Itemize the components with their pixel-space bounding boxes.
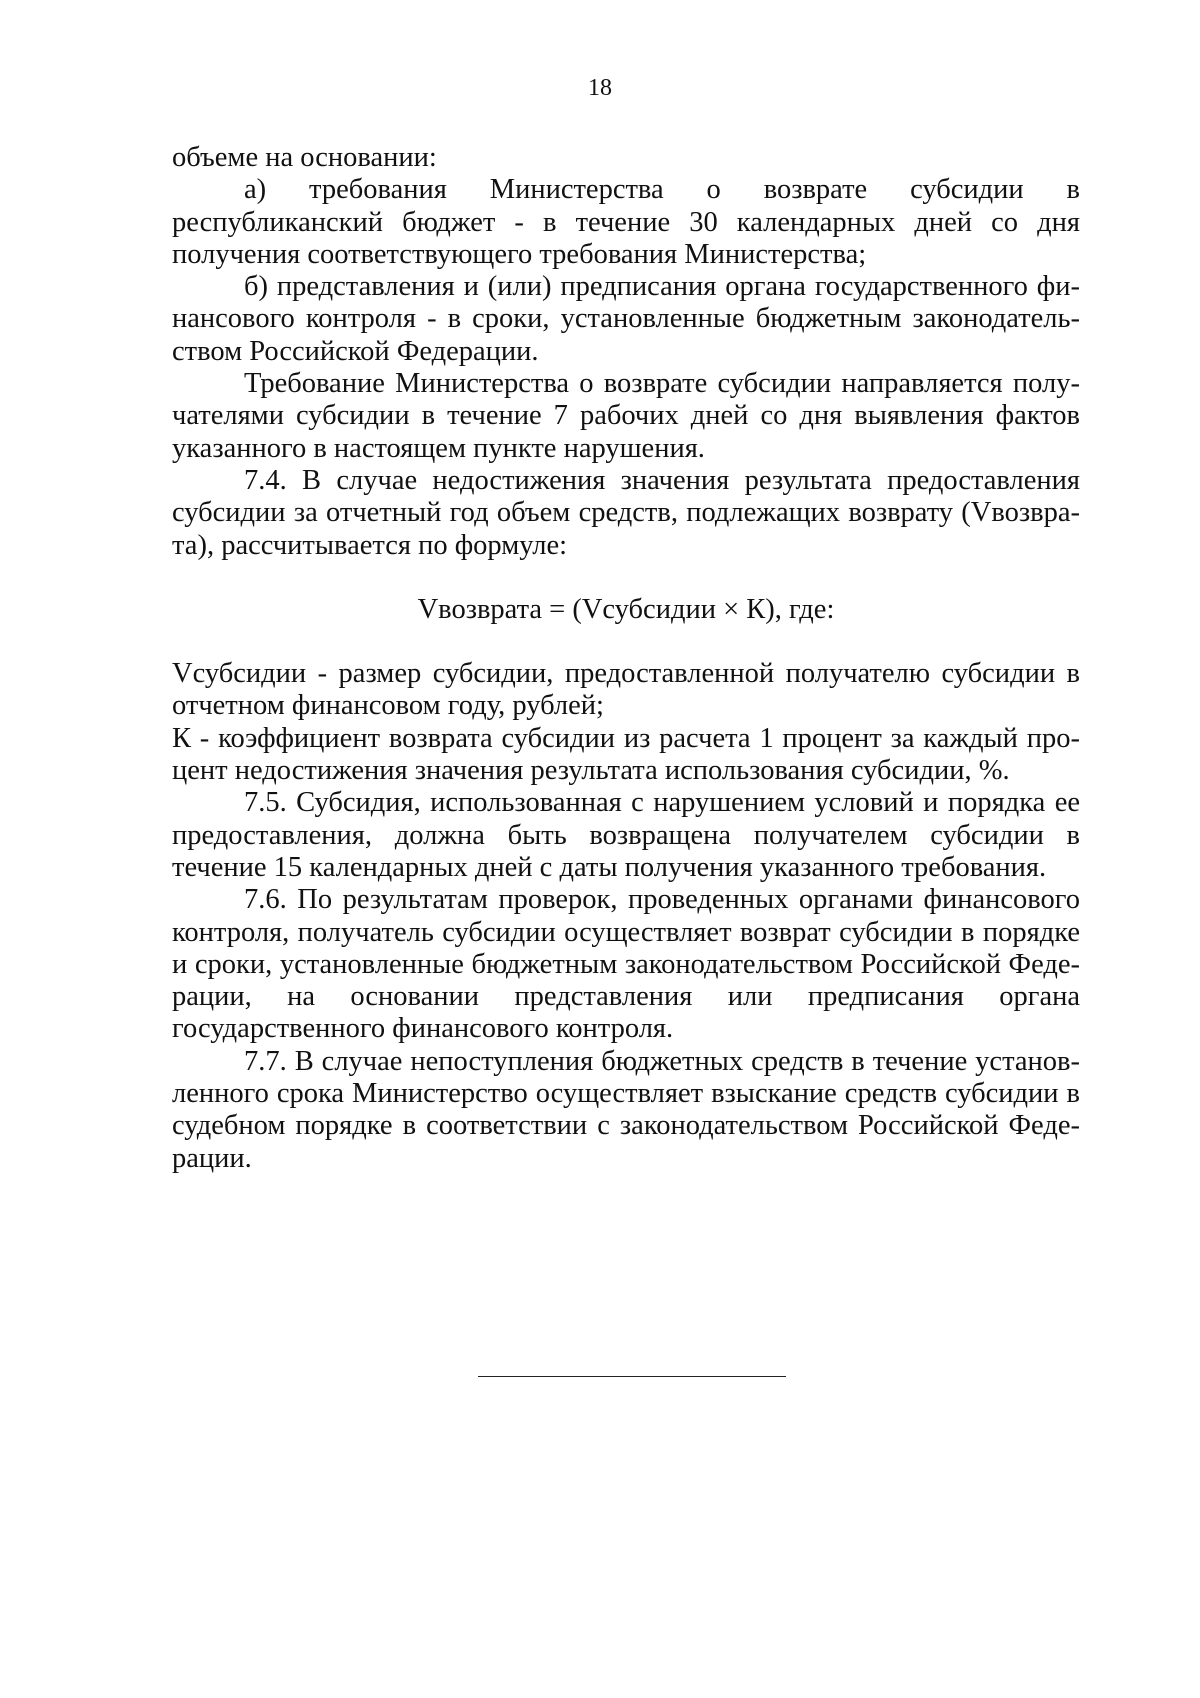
paragraph-7-6: 7.6. По результатам проверок, проведенных органами финансового контроля, получатель субсидии осуществляет возврат субсидии в порядке и сроки, установленные бюджетным законодательством Российской Федерации, на основании представления или предписания органа государственного финансового контроля. xyxy=(172,884,1080,1045)
paragraph-7-7: 7.7. В случае непоступления бюджетных средств в течение установленного срока Министерство осуществляет взыскание средств субсидии в судебном порядке в соответствии с законодательством Российской Федерации. xyxy=(172,1045,1080,1174)
paragraph-7-4: 7.4. В случае недостижения значения результата предоставления субсидии за отчетный год объем средств, подлежащих возврату (Vвозврата), рассчитывается по формуле: xyxy=(172,464,1080,561)
paragraph-v-subsidy-definition: Vсубсидии - размер субсидии, предоставленной получателю субсидии в отчетном финансовом году, рублей; xyxy=(172,658,1080,722)
page-number: 18 xyxy=(588,75,612,101)
document-body xyxy=(172,142,1080,1175)
formula: Vвозврата = (Vсубсидии × К), где: xyxy=(417,593,835,625)
paragraph-item-b: б) представления и (или) предписания органа государственного финансового контроля - в сроки, установленные бюджетным законодательством Российской Федерации. xyxy=(172,271,1080,367)
paragraph-item-a: а) требования Министерства о возврате субсидии в республиканский бюджет - в течение 30 календарных дней со дня получения соответствующего требования Министерства; xyxy=(172,174,1080,270)
end-separator-line xyxy=(478,1376,786,1377)
paragraph-continuation: объеме на основании: xyxy=(172,142,437,173)
paragraph-requirement: Требование Министерства о возврате субсидии направляется получателями субсидии в течение 7 рабочих дней со дня выявления фактов указанного в настоящем пункте нарушения. xyxy=(172,368,1080,464)
paragraph-7-5: 7.5. Субсидия, использованная с нарушением условий и порядка ее предоставления, должна быть возвращена получателем субсидии в течение 15 календарных дней с даты получения указанного требования. xyxy=(172,787,1080,883)
paragraph-k-definition: К - коэффициент возврата субсидии из расчета 1 процент за каждый процент недостижения значения результата использования субсидии, %. xyxy=(172,722,1080,787)
